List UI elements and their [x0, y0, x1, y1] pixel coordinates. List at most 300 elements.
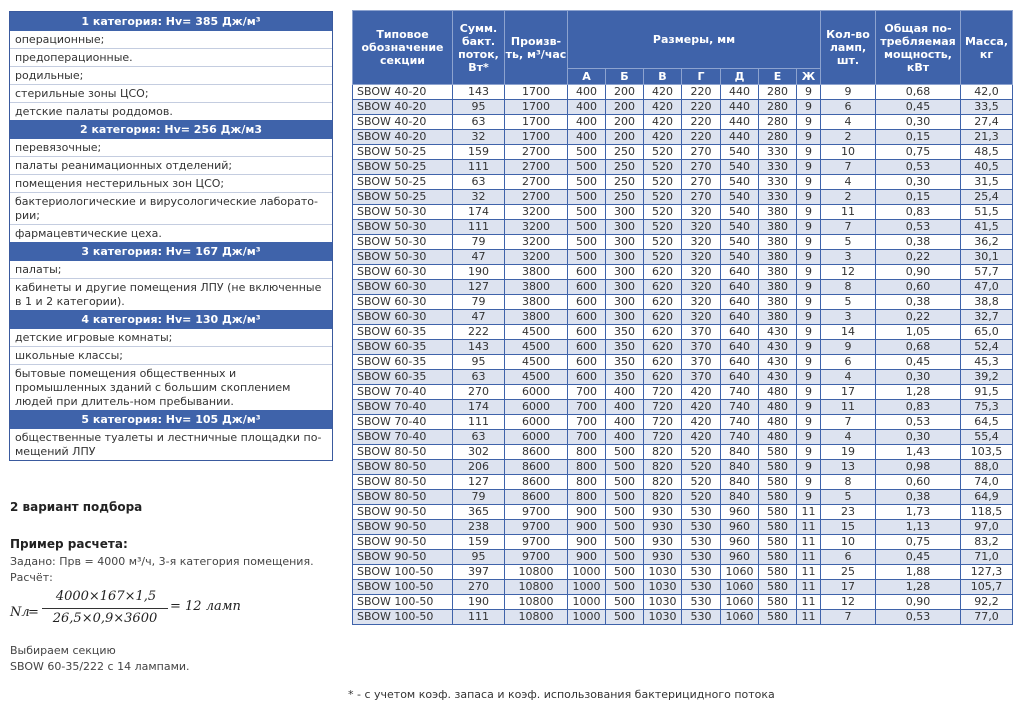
table-cell: 540 — [721, 160, 759, 175]
table-cell: 820 — [644, 475, 682, 490]
table-row — [353, 280, 1013, 295]
table-cell: 65,0 — [961, 325, 1013, 340]
table-cell: 12 — [821, 265, 876, 280]
table-cell: 530 — [682, 565, 721, 580]
table-cell: 8 — [821, 475, 876, 490]
table-cell: 540 — [721, 250, 759, 265]
header-dim-zh: Ж — [797, 69, 821, 85]
table-cell: 600 — [568, 280, 606, 295]
table-cell: 840 — [721, 490, 759, 505]
table-cell: 300 — [606, 280, 644, 295]
table-cell: 2700 — [505, 160, 568, 175]
table-cell: 500 — [568, 160, 606, 175]
table-row — [353, 445, 1013, 460]
model-cell: SBOW 100-50 — [353, 610, 453, 625]
table-cell: 520 — [682, 490, 721, 505]
table-cell: 350 — [606, 340, 644, 355]
table-cell: 540 — [721, 205, 759, 220]
table-cell: 31,5 — [961, 175, 1013, 190]
table-cell: 15 — [821, 520, 876, 535]
table-cell: 430 — [759, 370, 797, 385]
table-cell: 300 — [606, 220, 644, 235]
table-cell: 380 — [759, 310, 797, 325]
table-cell: 0,30 — [876, 115, 961, 130]
table-cell: 103,5 — [961, 445, 1013, 460]
category-item: бактериологические и вирусологические лаборато-рии; — [10, 193, 332, 225]
table-cell: 930 — [644, 505, 682, 520]
table-cell: 111 — [453, 415, 505, 430]
table-cell: 620 — [644, 355, 682, 370]
table-cell: 520 — [644, 235, 682, 250]
table-cell: 520 — [644, 220, 682, 235]
model-cell: SBOW 90-50 — [353, 550, 453, 565]
table-cell: 190 — [453, 265, 505, 280]
table-row — [353, 565, 1013, 580]
table-cell: 32,7 — [961, 310, 1013, 325]
table-cell: 9 — [797, 310, 821, 325]
table-cell: 600 — [568, 355, 606, 370]
table-cell: 0,38 — [876, 490, 961, 505]
table-row — [353, 370, 1013, 385]
table-row — [353, 490, 1013, 505]
table-cell: 23 — [821, 505, 876, 520]
table-cell: 111 — [453, 220, 505, 235]
table-cell: 700 — [568, 415, 606, 430]
table-cell: 320 — [682, 310, 721, 325]
table-cell: 400 — [606, 385, 644, 400]
table-cell: 9700 — [505, 505, 568, 520]
table-cell: 620 — [644, 310, 682, 325]
table-cell: 500 — [606, 595, 644, 610]
table-cell: 9 — [797, 445, 821, 460]
table-cell: 0,22 — [876, 250, 961, 265]
table-cell: 530 — [682, 550, 721, 565]
table-cell: 92,2 — [961, 595, 1013, 610]
section-specs-table — [352, 10, 1013, 625]
formula-numerator: 4000×167×1,5 — [55, 589, 157, 604]
table-cell: 600 — [568, 370, 606, 385]
table-cell: 1030 — [644, 580, 682, 595]
table-row — [353, 220, 1013, 235]
table-cell: 930 — [644, 535, 682, 550]
table-cell: 11 — [797, 550, 821, 565]
table-cell: 4500 — [505, 325, 568, 340]
table-cell: 11 — [797, 610, 821, 625]
table-cell: 19 — [821, 445, 876, 460]
table-cell: 365 — [453, 505, 505, 520]
table-cell: 0,53 — [876, 220, 961, 235]
table-cell: 42,0 — [961, 85, 1013, 100]
category-heading: 5 категория: Hv= 105 Дж/м³ — [10, 410, 332, 429]
table-cell: 580 — [759, 595, 797, 610]
model-cell: SBOW 90-50 — [353, 535, 453, 550]
table-cell: 200 — [606, 85, 644, 100]
table-cell: 960 — [721, 505, 759, 520]
table-cell: 1700 — [505, 100, 568, 115]
table-cell: 6000 — [505, 400, 568, 415]
table-cell: 9700 — [505, 520, 568, 535]
model-cell: SBOW 40-20 — [353, 115, 453, 130]
table-cell: 10800 — [505, 595, 568, 610]
table-cell: 500 — [606, 505, 644, 520]
model-cell: SBOW 60-30 — [353, 280, 453, 295]
table-cell: 250 — [606, 190, 644, 205]
table-cell: 500 — [568, 145, 606, 160]
selection-variant-heading: 2 вариант подбора — [10, 500, 143, 514]
category-heading: 2 категория: Hv= 256 Дж/м3 — [10, 120, 332, 139]
table-cell: 63 — [453, 175, 505, 190]
table-cell: 0,30 — [876, 175, 961, 190]
table-cell: 220 — [682, 100, 721, 115]
table-cell: 960 — [721, 520, 759, 535]
model-cell: SBOW 50-30 — [353, 220, 453, 235]
model-cell: SBOW 80-50 — [353, 445, 453, 460]
table-cell: 4500 — [505, 355, 568, 370]
table-cell: 9 — [797, 370, 821, 385]
calculation-example — [10, 500, 330, 676]
model-cell: SBOW 70-40 — [353, 385, 453, 400]
model-cell: SBOW 50-30 — [353, 250, 453, 265]
table-cell: 9 — [797, 220, 821, 235]
table-cell: 9 — [797, 235, 821, 250]
table-row — [353, 520, 1013, 535]
table-cell: 370 — [682, 340, 721, 355]
table-cell: 350 — [606, 355, 644, 370]
table-cell: 540 — [721, 235, 759, 250]
table-row — [353, 310, 1013, 325]
category-item: детские игровые комнаты; — [10, 329, 332, 347]
table-cell: 520 — [682, 460, 721, 475]
table-cell: 0,45 — [876, 355, 961, 370]
table-cell: 9700 — [505, 535, 568, 550]
table-cell: 720 — [644, 430, 682, 445]
table-cell: 330 — [759, 190, 797, 205]
table-cell: 5 — [821, 235, 876, 250]
table-cell: 700 — [568, 385, 606, 400]
table-cell: 400 — [568, 130, 606, 145]
table-cell: 250 — [606, 175, 644, 190]
model-cell: SBOW 50-25 — [353, 145, 453, 160]
table-row — [353, 175, 1013, 190]
table-cell: 39,2 — [961, 370, 1013, 385]
table-row — [353, 325, 1013, 340]
header-dim-e: Е — [759, 69, 797, 85]
table-cell: 3800 — [505, 280, 568, 295]
table-cell: 64,9 — [961, 490, 1013, 505]
table-cell: 6 — [821, 550, 876, 565]
table-cell: 0,45 — [876, 550, 961, 565]
category-item: бытовые помещения общественных и промышленных зданий с большим скоплением людей при длитель-ном пребывании. — [15, 367, 291, 408]
table-cell: 400 — [568, 115, 606, 130]
table-cell: 720 — [644, 415, 682, 430]
table-cell: 238 — [453, 520, 505, 535]
table-cell: 9 — [797, 460, 821, 475]
table-cell: 397 — [453, 565, 505, 580]
table-cell: 270 — [682, 145, 721, 160]
model-cell: SBOW 40-20 — [353, 85, 453, 100]
table-cell: 640 — [721, 265, 759, 280]
table-cell: 540 — [721, 190, 759, 205]
table-cell: 1,05 — [876, 325, 961, 340]
table-cell: 0,90 — [876, 595, 961, 610]
table-cell: 330 — [759, 160, 797, 175]
table-cell: 1060 — [721, 595, 759, 610]
category-item: стерильные зоны ЦСО; — [10, 85, 332, 103]
table-cell: 302 — [453, 445, 505, 460]
category-item: фармацевтические цеха. — [15, 227, 162, 240]
table-cell: 0,22 — [876, 310, 961, 325]
category-heading: 3 категория: Hv= 167 Дж/м³ — [10, 242, 332, 261]
table-cell: 740 — [721, 430, 759, 445]
table-cell: 2 — [821, 130, 876, 145]
table-cell: 580 — [759, 505, 797, 520]
table-cell: 270 — [682, 175, 721, 190]
formula-denominator: 26,5×0,9×3600 — [52, 611, 158, 626]
table-cell: 200 — [606, 130, 644, 145]
table-cell: 1060 — [721, 565, 759, 580]
category-item: школьные классы; — [10, 347, 332, 365]
table-cell: 930 — [644, 520, 682, 535]
table-cell: 0,15 — [876, 190, 961, 205]
table-cell: 640 — [721, 340, 759, 355]
table-cell: 300 — [606, 250, 644, 265]
table-cell: 600 — [568, 340, 606, 355]
table-cell: 1700 — [505, 130, 568, 145]
table-cell: 47 — [453, 310, 505, 325]
table-cell: 300 — [606, 205, 644, 220]
table-cell: 440 — [721, 115, 759, 130]
table-cell: 500 — [568, 205, 606, 220]
table-cell: 91,5 — [961, 385, 1013, 400]
table-cell: 620 — [644, 325, 682, 340]
table-cell: 0,53 — [876, 610, 961, 625]
table-cell: 270 — [453, 385, 505, 400]
table-cell: 500 — [568, 235, 606, 250]
table-cell: 10800 — [505, 610, 568, 625]
table-cell: 159 — [453, 535, 505, 550]
table-cell: 320 — [682, 280, 721, 295]
table-cell: 11 — [797, 580, 821, 595]
table-cell: 0,53 — [876, 415, 961, 430]
table-cell: 520 — [644, 205, 682, 220]
table-cell: 6 — [821, 100, 876, 115]
table-cell: 280 — [759, 115, 797, 130]
table-cell: 280 — [759, 100, 797, 115]
given-line: Задано: Прв = 4000 м³/ч, 3-я категория помещения. — [10, 555, 314, 568]
category-item: перевязочные; — [10, 139, 332, 157]
table-cell: 430 — [759, 340, 797, 355]
table-cell: 0,83 — [876, 205, 961, 220]
table-cell: 720 — [644, 400, 682, 415]
table-cell: 64,5 — [961, 415, 1013, 430]
table-cell: 520 — [644, 175, 682, 190]
table-cell: 580 — [759, 535, 797, 550]
table-row — [353, 355, 1013, 370]
table-cell: 640 — [721, 355, 759, 370]
table-cell: 127 — [453, 475, 505, 490]
header-capacity: Произв-ть, м³/час — [505, 11, 568, 85]
table-row — [353, 400, 1013, 415]
table-cell: 500 — [568, 220, 606, 235]
table-cell: 820 — [644, 490, 682, 505]
table-cell: 2700 — [505, 145, 568, 160]
table-cell: 3200 — [505, 220, 568, 235]
table-cell: 440 — [721, 85, 759, 100]
table-cell: 3200 — [505, 250, 568, 265]
table-body — [353, 85, 1013, 625]
table-cell: 500 — [568, 190, 606, 205]
table-cell: 97,0 — [961, 520, 1013, 535]
table-cell: 17 — [821, 385, 876, 400]
table-cell: 48,5 — [961, 145, 1013, 160]
model-cell: SBOW 40-20 — [353, 100, 453, 115]
table-cell: 0,68 — [876, 85, 961, 100]
table-cell: 900 — [568, 505, 606, 520]
table-cell: 10800 — [505, 565, 568, 580]
table-cell: 520 — [682, 445, 721, 460]
table-cell: 0,60 — [876, 475, 961, 490]
table-cell: 440 — [721, 130, 759, 145]
table-cell: 6000 — [505, 385, 568, 400]
table-cell: 250 — [606, 145, 644, 160]
table-cell: 55,4 — [961, 430, 1013, 445]
model-cell: SBOW 80-50 — [353, 460, 453, 475]
table-cell: 400 — [606, 430, 644, 445]
table-cell: 57,7 — [961, 265, 1013, 280]
table-cell: 520 — [682, 475, 721, 490]
table-cell: 6000 — [505, 430, 568, 445]
header-dim-a: А — [568, 69, 606, 85]
table-cell: 640 — [721, 295, 759, 310]
header-type: Типовое обозначение секции — [353, 11, 453, 85]
table-cell: 118,5 — [961, 505, 1013, 520]
table-cell: 79 — [453, 235, 505, 250]
table-cell: 0,45 — [876, 100, 961, 115]
table-cell: 4 — [821, 175, 876, 190]
table-cell: 95 — [453, 100, 505, 115]
model-cell: SBOW 70-40 — [353, 415, 453, 430]
table-cell: 200 — [606, 115, 644, 130]
table-cell: 480 — [759, 430, 797, 445]
table-row — [353, 460, 1013, 475]
table-cell: 9 — [797, 190, 821, 205]
table-cell: 45,3 — [961, 355, 1013, 370]
table-cell: 370 — [682, 370, 721, 385]
category-item: родильные; — [10, 67, 332, 85]
table-cell: 500 — [606, 535, 644, 550]
table-cell: 900 — [568, 535, 606, 550]
model-cell: SBOW 70-40 — [353, 400, 453, 415]
table-cell: 500 — [568, 250, 606, 265]
table-cell: 8 — [821, 280, 876, 295]
table-cell: 88,0 — [961, 460, 1013, 475]
table-cell: 7 — [821, 220, 876, 235]
table-cell: 9 — [797, 115, 821, 130]
table-cell: 0,90 — [876, 265, 961, 280]
table-cell: 530 — [682, 505, 721, 520]
table-cell: 370 — [682, 355, 721, 370]
formula-equals: = — [28, 605, 39, 620]
model-cell: SBOW 60-30 — [353, 265, 453, 280]
table-cell: 11 — [797, 595, 821, 610]
table-cell: 280 — [759, 85, 797, 100]
table-cell: 17 — [821, 580, 876, 595]
table-cell: 480 — [759, 415, 797, 430]
category-item: палаты; — [10, 261, 332, 279]
table-cell: 0,68 — [876, 340, 961, 355]
table-cell: 1060 — [721, 580, 759, 595]
table-cell: 95 — [453, 355, 505, 370]
formula-lhs: Nл — [10, 605, 30, 620]
table-cell: 580 — [759, 445, 797, 460]
table-cell: 5 — [821, 295, 876, 310]
table-cell: 640 — [721, 325, 759, 340]
table-cell: 27,4 — [961, 115, 1013, 130]
table-cell: 1,28 — [876, 580, 961, 595]
table-cell: 420 — [682, 430, 721, 445]
table-cell: 0,30 — [876, 430, 961, 445]
table-cell: 300 — [606, 265, 644, 280]
table-cell: 222 — [453, 325, 505, 340]
table-cell: 3200 — [505, 205, 568, 220]
table-cell: 8600 — [505, 475, 568, 490]
model-cell: SBOW 50-30 — [353, 235, 453, 250]
table-cell: 420 — [644, 100, 682, 115]
table-cell: 530 — [682, 595, 721, 610]
table-cell: 7 — [821, 160, 876, 175]
table-cell: 420 — [644, 130, 682, 145]
model-cell: SBOW 50-25 — [353, 175, 453, 190]
table-cell: 620 — [644, 265, 682, 280]
table-cell: 270 — [682, 160, 721, 175]
table-cell: 8600 — [505, 445, 568, 460]
table-cell: 380 — [759, 265, 797, 280]
table-cell: 9 — [797, 160, 821, 175]
table-cell: 51,5 — [961, 205, 1013, 220]
table-cell: 430 — [759, 355, 797, 370]
table-cell: 580 — [759, 610, 797, 625]
table-cell: 820 — [644, 445, 682, 460]
table-cell: 200 — [606, 100, 644, 115]
table-cell: 700 — [568, 400, 606, 415]
fraction-bar — [42, 608, 168, 609]
table-cell: 71,0 — [961, 550, 1013, 565]
category-item: палаты реанимационных отделений; — [10, 157, 332, 175]
lamp-count-formula — [10, 590, 330, 638]
category-heading: 4 категория: Hv= 130 Дж/м³ — [10, 310, 332, 329]
table-cell: 370 — [682, 325, 721, 340]
table-cell: 6 — [821, 355, 876, 370]
table-cell: 0,75 — [876, 535, 961, 550]
table-cell: 9 — [797, 475, 821, 490]
table-cell: 174 — [453, 400, 505, 415]
table-cell: 30,1 — [961, 250, 1013, 265]
table-cell: 4 — [821, 370, 876, 385]
table-cell: 620 — [644, 280, 682, 295]
table-cell: 1,73 — [876, 505, 961, 520]
table-cell: 580 — [759, 475, 797, 490]
category-item: помещения нестерильных зон ЦСО; — [10, 175, 332, 193]
table-cell: 600 — [568, 295, 606, 310]
table-cell: 9 — [797, 175, 821, 190]
table-cell: 350 — [606, 370, 644, 385]
table-cell: 540 — [721, 220, 759, 235]
table-cell: 1030 — [644, 595, 682, 610]
table-cell: 530 — [682, 520, 721, 535]
table-cell: 480 — [759, 400, 797, 415]
table-cell: 620 — [644, 340, 682, 355]
table-cell: 9 — [797, 340, 821, 355]
